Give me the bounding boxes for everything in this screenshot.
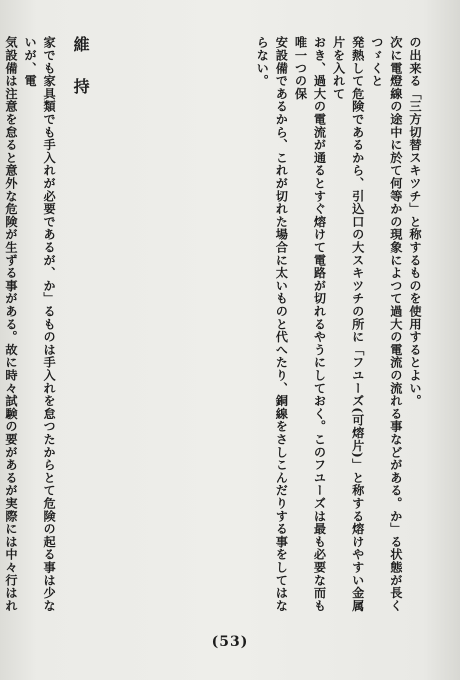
paragraph-line: 次に電燈線の途中に於て何等かの現象によつて過大の電流の流れる事などがある。か」る状態が長くつゞくと xyxy=(369,36,403,612)
paragraph-line: 発熱して危険であるから、引込口の大スキツチの所に「フユーズ(可熔片)」と称する熔けやすい金属片を入れて xyxy=(331,36,365,612)
paragraph-line: の出来る「三方切替スキツチ」と称するものを使用するとよい。 xyxy=(408,36,422,408)
section-heading: 維持 xyxy=(71,36,91,120)
page-number: (53) xyxy=(211,634,249,650)
vertical-text-body xyxy=(3,36,424,621)
paragraph-line: 気設備は注意を怠ると意外な危険が生ずる事がある。故に時々試験の要があるが実際には中々行はれ xyxy=(3,36,18,612)
page-text-area xyxy=(3,36,424,621)
paragraph-line: おき、過大の電流が通るとすぐ熔けて電路が切れるやうにしておく。このフユーズは最も必要な而も唯一つの保 xyxy=(293,36,327,612)
paragraph-line: 家でも家具類でも手入れが必要であるが、か」るものは手入れを怠つたからとて危険の起る事は少ないが、電 xyxy=(23,36,57,612)
paragraph-line: 安設備であるから、これが切れた場合に太いものと代へたり、銅線をさしこんだりする事をしてはならない。 xyxy=(255,36,289,612)
